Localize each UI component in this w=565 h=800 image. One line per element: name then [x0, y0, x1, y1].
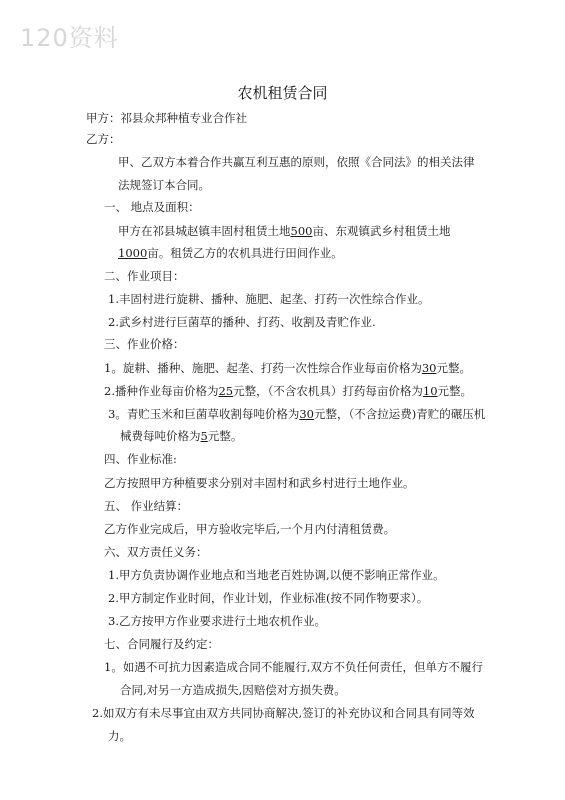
area-wuxiang: 1000 [118, 246, 148, 260]
price-sowing: 25 [218, 384, 234, 398]
section6-item3: 3.乙方按甲方作业要求进行土地农机作业。 [108, 614, 326, 628]
section3-item3-text-a: 3。青贮玉米和巨菌草收割每吨价格为 [108, 407, 300, 421]
section1-heading: 一、 地点及面积： [104, 200, 200, 214]
section7-item2-line2: 力。 [108, 729, 131, 743]
price-combined: 30 [421, 361, 437, 375]
section4-heading: 四、作业标准: [104, 452, 177, 466]
section3-item1 [104, 361, 471, 375]
section7-item1-line2: 合同,对另一方造成损失,因赔偿对方损失费。 [120, 683, 346, 697]
section2-item2: 2.武乡村进行巨菌草的播种、打药、收割及青贮作业. [108, 315, 376, 329]
section1-line1 [118, 224, 450, 238]
section3-item1-text-a: 1。旋耕、播种、施肥、起垄、打药一次性综合作业每亩价格为 [104, 361, 422, 375]
section1-line1-text-a: 甲方在祁县城赵镇丰固村租赁土地 [118, 224, 291, 238]
section3-item2-text-c: 元整。 [437, 384, 473, 398]
section5-heading: 五、 作业结算： [104, 499, 189, 513]
party-a: 甲方：祁县众邦种植专业合作社 [86, 111, 247, 125]
section7-heading: 七、合同履行及约定： [104, 637, 219, 651]
section5-text: 乙方作业完成后，甲方验收完毕后,一个月内付清租赁费。 [104, 522, 396, 536]
section6-item2: 2.甲方制定作业时间，作业计划，作业标准(按不同作物要求）。 [108, 591, 429, 605]
section1-line2-text: 亩。租赁乙方的农机具进行田间作业。 [147, 246, 343, 260]
section2-heading: 二、作业项目： [104, 269, 185, 283]
watermark: 120资料 [20, 24, 119, 52]
section3-item2-text-a: 2.播种作业每亩价格为 [104, 384, 219, 398]
section4-text: 乙方按照甲方种植要求分别对丰固村和武乡村进行土地作业。 [104, 476, 415, 490]
section6-heading: 六、双方责任义务： [104, 545, 208, 559]
preamble-line1: 甲、乙双方本着合作共赢互利互惠的原则，依照《合同法》的相关法律 [118, 155, 475, 169]
section3-item2-text-b: 元整，（不含农机具）打药每亩价格为 [233, 384, 423, 398]
price-harvest: 30 [299, 407, 314, 421]
section3-item3-line2-text-a: 械费每吨价格为 [120, 429, 201, 443]
section7-item1-line1: 1。如遇不可抗力因素造成合同不能履行,双方不负任何责任，但单方不履行 [104, 660, 483, 674]
price-compaction: 5 [200, 429, 208, 443]
section1-line1-text-b: 亩、东观镇武乡村租赁土地 [312, 224, 451, 238]
section7-item2-line1: 2.如双方有未尽事宜由双方共同协商解决,签订的补充协议和合同具有同等效 [92, 706, 475, 720]
area-fenggu: 500 [290, 224, 313, 238]
section3-item3-text-b: 元整，（不含拉运费)青贮的碾压机 [313, 407, 486, 421]
section3-item2 [104, 384, 472, 398]
section3-item3-line2 [120, 429, 242, 443]
section1-line2 [118, 246, 343, 260]
section6-item1: 1.甲方负责协调作业地点和当地老百姓协调,以便不影响正常作业。 [108, 568, 445, 582]
section3-heading: 三、作业价格： [104, 337, 185, 351]
preamble-line2: 法规签订本合同。 [118, 178, 210, 192]
section3-item3 [108, 407, 485, 421]
section2-item1: 1.丰固村进行旋耕、播种、施肥、起垄、打药一次性综合作业。 [108, 292, 430, 306]
price-spraying: 10 [422, 384, 438, 398]
section3-item3-line2-text-b: 元整。 [207, 429, 243, 443]
section3-item1-text-b: 元整。 [436, 361, 471, 375]
document-title: 农机租赁合同 [237, 84, 328, 102]
party-b: 乙方： [86, 132, 121, 146]
